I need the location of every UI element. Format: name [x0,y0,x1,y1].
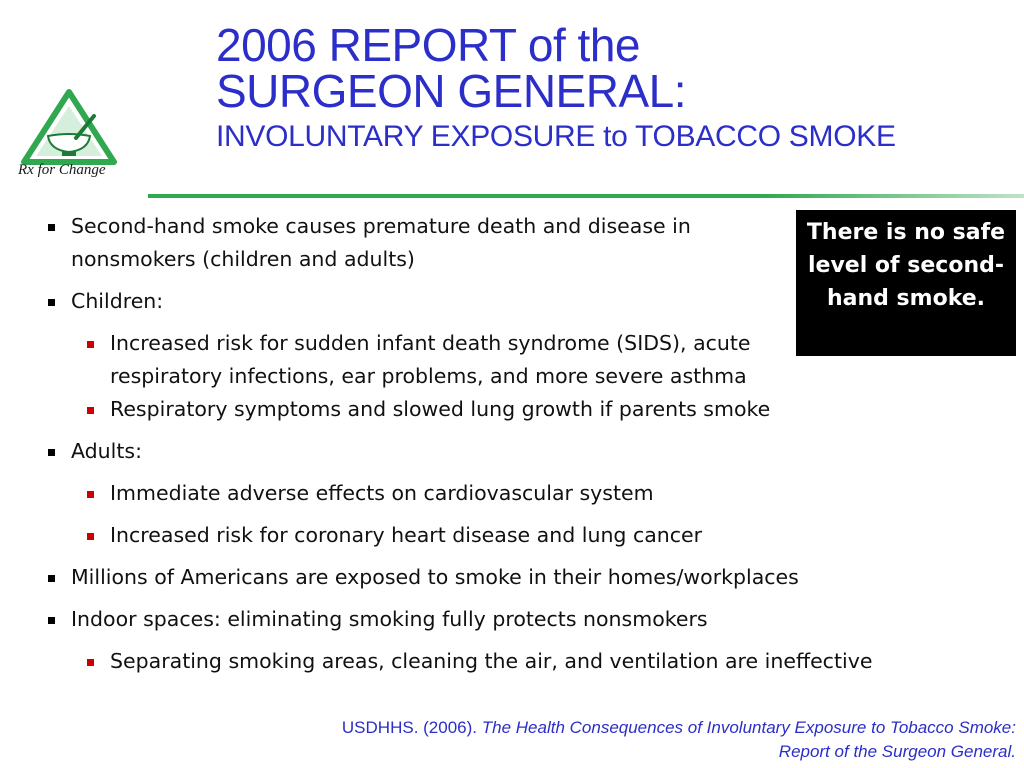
citation-title-line-2: Report of the Surgeon General. [778,742,1016,761]
callout-box [796,210,1016,356]
bullet-marker [48,575,55,582]
title-line-1: 2006 REPORT of the [216,19,641,71]
title-subtitle: INVOLUNTARY EXPOSURE to TOBACCO SMOKE [216,120,896,153]
list-item [40,519,1000,552]
bullet-text: Indoor spaces: eliminating smoking fully protects nonsmokers [71,607,708,631]
title-line-2: SURGEON GENERAL: [216,65,686,117]
list-item [40,210,791,276]
list-item [40,561,1000,594]
bullet-text: Immediate adverse effects on cardiovascular system [110,481,654,505]
bullet-text: Millions of Americans are exposed to smoke in their homes/workplaces [71,565,799,589]
bullet-text: Increased risk for sudden infant death syndrome (SIDS), acute respiratory infections, ear problems, and more severe asthma [110,331,751,388]
list-item [40,435,1000,468]
list-item [40,393,1000,426]
bullet-marker [48,449,55,456]
bullet-text: Respiratory symptoms and slowed lung growth if parents smoke [110,397,771,421]
sub-bullet-marker [87,407,94,414]
citation-title-line-1: The Health Consequences of Involuntary Exposure to Tobacco Smoke: [481,718,1016,737]
list-item [40,477,1000,510]
bullet-marker [48,224,55,231]
bullet-marker [48,299,55,306]
list-item [40,603,1000,636]
sub-bullet-marker [87,533,94,540]
bullet-text: Separating smoking areas, cleaning the air, and ventilation are ineffective [110,649,873,673]
bullet-text: Children: [71,289,164,313]
list-item [40,327,775,393]
sub-bullet-marker [87,659,94,666]
logo-text: Rx for Change [18,162,106,178]
bullet-text: Second-hand smoke causes premature death and disease in nonsmokers (children and adults) [71,214,691,271]
list-item [40,645,1000,678]
citation-prefix: USDHHS. (2006). [341,718,478,737]
bullet-text: Increased risk for coronary heart disease and lung cancer [110,523,703,547]
bullet-text: Adults: [71,439,142,463]
slide-title [216,19,1016,154]
sub-bullet-marker [87,341,94,348]
title-divider [148,194,1024,198]
citation [200,716,1016,764]
callout-text: There is no safe level of second-hand smoke. [806,220,1006,311]
bullet-marker [48,617,55,624]
sub-bullet-marker [87,491,94,498]
